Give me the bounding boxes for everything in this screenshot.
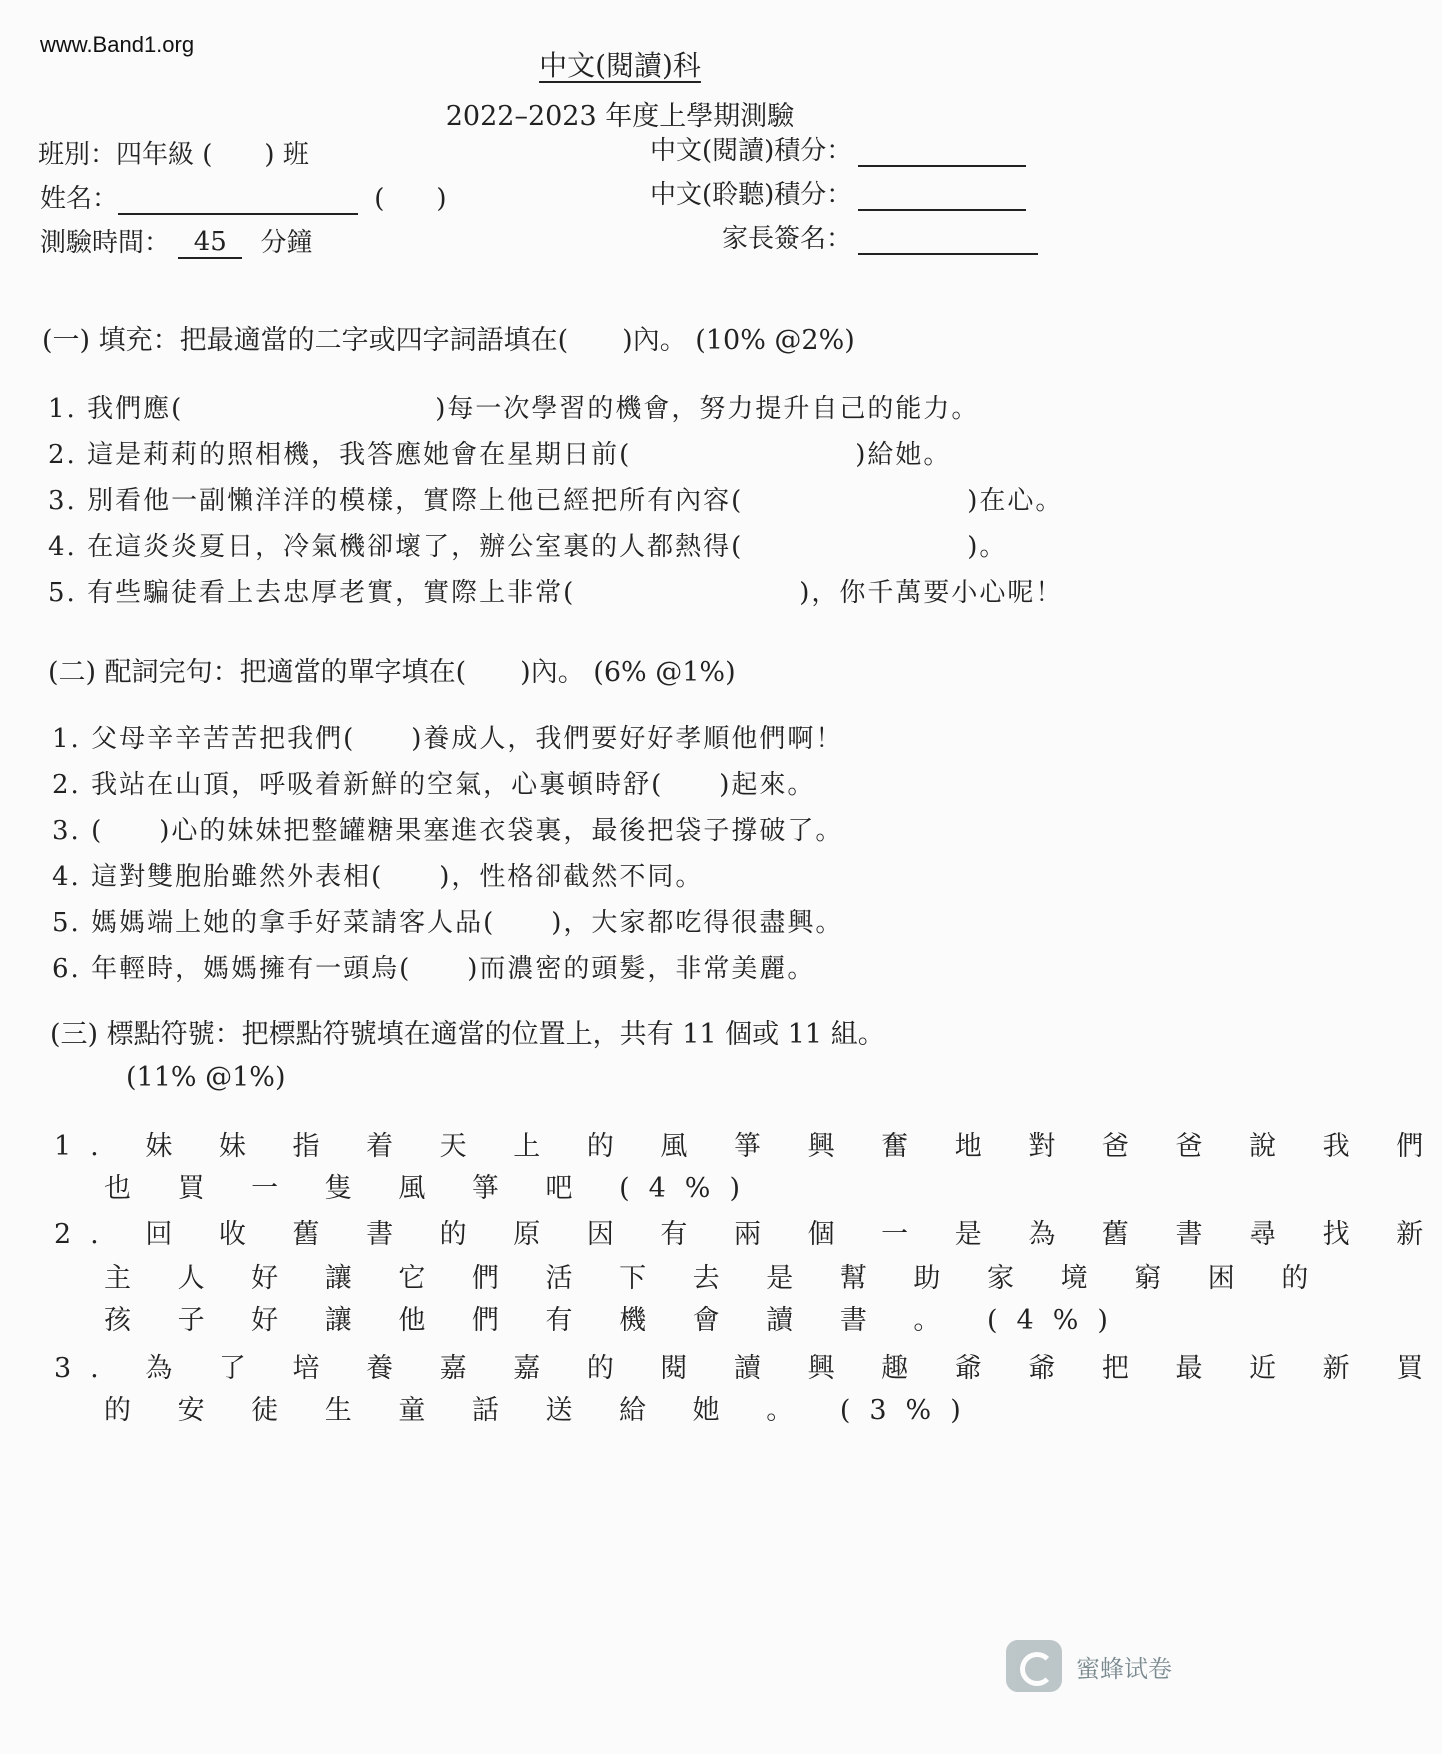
listening-score-label: 中文(聆聽)積分： bbox=[650, 180, 853, 210]
time-label: 測驗時間： bbox=[40, 228, 171, 258]
name-label: 姓名： bbox=[40, 184, 119, 214]
section3-question-1-line-2[interactable]: 也 買 一 隻 風 箏 吧 (4%) bbox=[104, 1173, 759, 1204]
time-field bbox=[40, 222, 313, 259]
time-unit: 分鐘 bbox=[260, 228, 313, 258]
section1-question-1[interactable]: 1. 我們應( )每一次學習的機會，努力提升自己的能力。 bbox=[48, 394, 980, 424]
section1-question-3[interactable]: 3. 別看他一副懶洋洋的模樣，實際上他已經把所有內容( )在心。 bbox=[48, 486, 1064, 516]
parent-sign-blank[interactable] bbox=[858, 253, 1038, 255]
section3-question-3-line-1[interactable]: 3. 為 了 培 養 嘉 嘉 的 閱 讀 興 趣 爺 爺 把 最 近 新 買 bbox=[54, 1353, 1442, 1384]
reading-score-label: 中文(閱讀)積分： bbox=[650, 136, 853, 166]
page-title: 中文(閱讀)科 bbox=[539, 49, 701, 82]
section2-question-4[interactable]: 4. 這對雙胞胎雖然外表相( )，性格卻截然不同。 bbox=[52, 862, 704, 892]
section1-question-2[interactable]: 2. 這是莉莉的照相機，我答應她會在星期日前( )給她。 bbox=[48, 440, 952, 470]
watermark-logo bbox=[1006, 1640, 1172, 1692]
class-field: 班別：四年級 ( ) 班 bbox=[38, 140, 309, 170]
section2-question-2[interactable]: 2. 我站在山頂，呼吸着新鮮的空氣，心裏頓時舒( )起來。 bbox=[52, 770, 816, 800]
section2-question-6[interactable]: 6. 年輕時，媽媽擁有一頭烏( )而濃密的頭髮，非常美麗。 bbox=[52, 954, 816, 984]
section1-question-5[interactable]: 5. 有些騙徒看上去忠厚老實，實際上非常( )，你千萬要小心呢！ bbox=[48, 578, 1064, 608]
parent-sign-label: 家長簽名： bbox=[722, 224, 853, 254]
section2-question-3[interactable]: 3. ( )心的妹妹把整罐糖果塞進衣袋裏，最後把袋子撐破了。 bbox=[52, 816, 844, 846]
section2-question-5[interactable]: 5. 媽媽端上她的拿手好菜請客人品( )，大家都吃得很盡興。 bbox=[52, 908, 844, 938]
section1-question-4[interactable]: 4. 在這炎炎夏日，冷氣機卻壞了，辦公室裏的人都熱得( )。 bbox=[48, 532, 1008, 562]
listening-score-blank[interactable] bbox=[858, 209, 1026, 211]
name-blank[interactable] bbox=[118, 213, 358, 215]
section3-question-2-line-3[interactable]: 孩 子 好 讓 他 們 有 機 會 讀 書 。 (4%) bbox=[104, 1305, 1127, 1336]
section3-heading: (三) 標點符號：把標點符號填在適當的位置上，共有 11 個或 11 組。 bbox=[50, 1019, 885, 1050]
section2-question-1[interactable]: 1. 父母辛辛苦苦把我們( )養成人，我們要好好孝順他們啊！ bbox=[52, 724, 844, 754]
bee-logo-icon bbox=[1006, 1640, 1062, 1692]
reading-score-field bbox=[650, 130, 1026, 167]
page-subtitle: 2022–2023 年度上學期測驗 bbox=[445, 101, 795, 132]
name-number-paren: ( ) bbox=[374, 184, 447, 214]
time-value: 45 bbox=[178, 227, 242, 259]
section1-heading: (一) 填充：把最適當的二字或四字詞語填在( )內。 (10% @2%) bbox=[42, 325, 855, 356]
section2-heading: (二) 配詞完句：把適當的單字填在( )內。 (6% @1%) bbox=[48, 657, 736, 688]
section3-question-3-line-2[interactable]: 的 安 徒 生 童 話 送 給 她 。 (3%) bbox=[104, 1395, 980, 1426]
parent-sign-field bbox=[722, 218, 1038, 255]
section3-question-2-line-1[interactable]: 2. 回 收 舊 書 的 原 因 有 兩 個 一 是 為 舊 書 尋 找 新 bbox=[54, 1219, 1442, 1250]
reading-score-blank[interactable] bbox=[858, 165, 1026, 167]
section3-question-1-line-1[interactable]: 1. 妹 妹 指 着 天 上 的 風 箏 興 奮 地 對 爸 爸 說 我 們 bbox=[54, 1131, 1442, 1162]
watermark-text: 蜜蜂试卷 bbox=[1076, 1654, 1172, 1683]
listening-score-field bbox=[650, 174, 1026, 211]
section3-question-2-line-2[interactable]: 主 人 好 讓 它 們 活 下 去 是 幫 助 家 境 窮 困 的 bbox=[104, 1263, 1328, 1294]
name-field bbox=[40, 178, 447, 215]
section3-score: (11% @1%) bbox=[126, 1062, 286, 1093]
site-url: www.Band1.org bbox=[40, 32, 195, 57]
